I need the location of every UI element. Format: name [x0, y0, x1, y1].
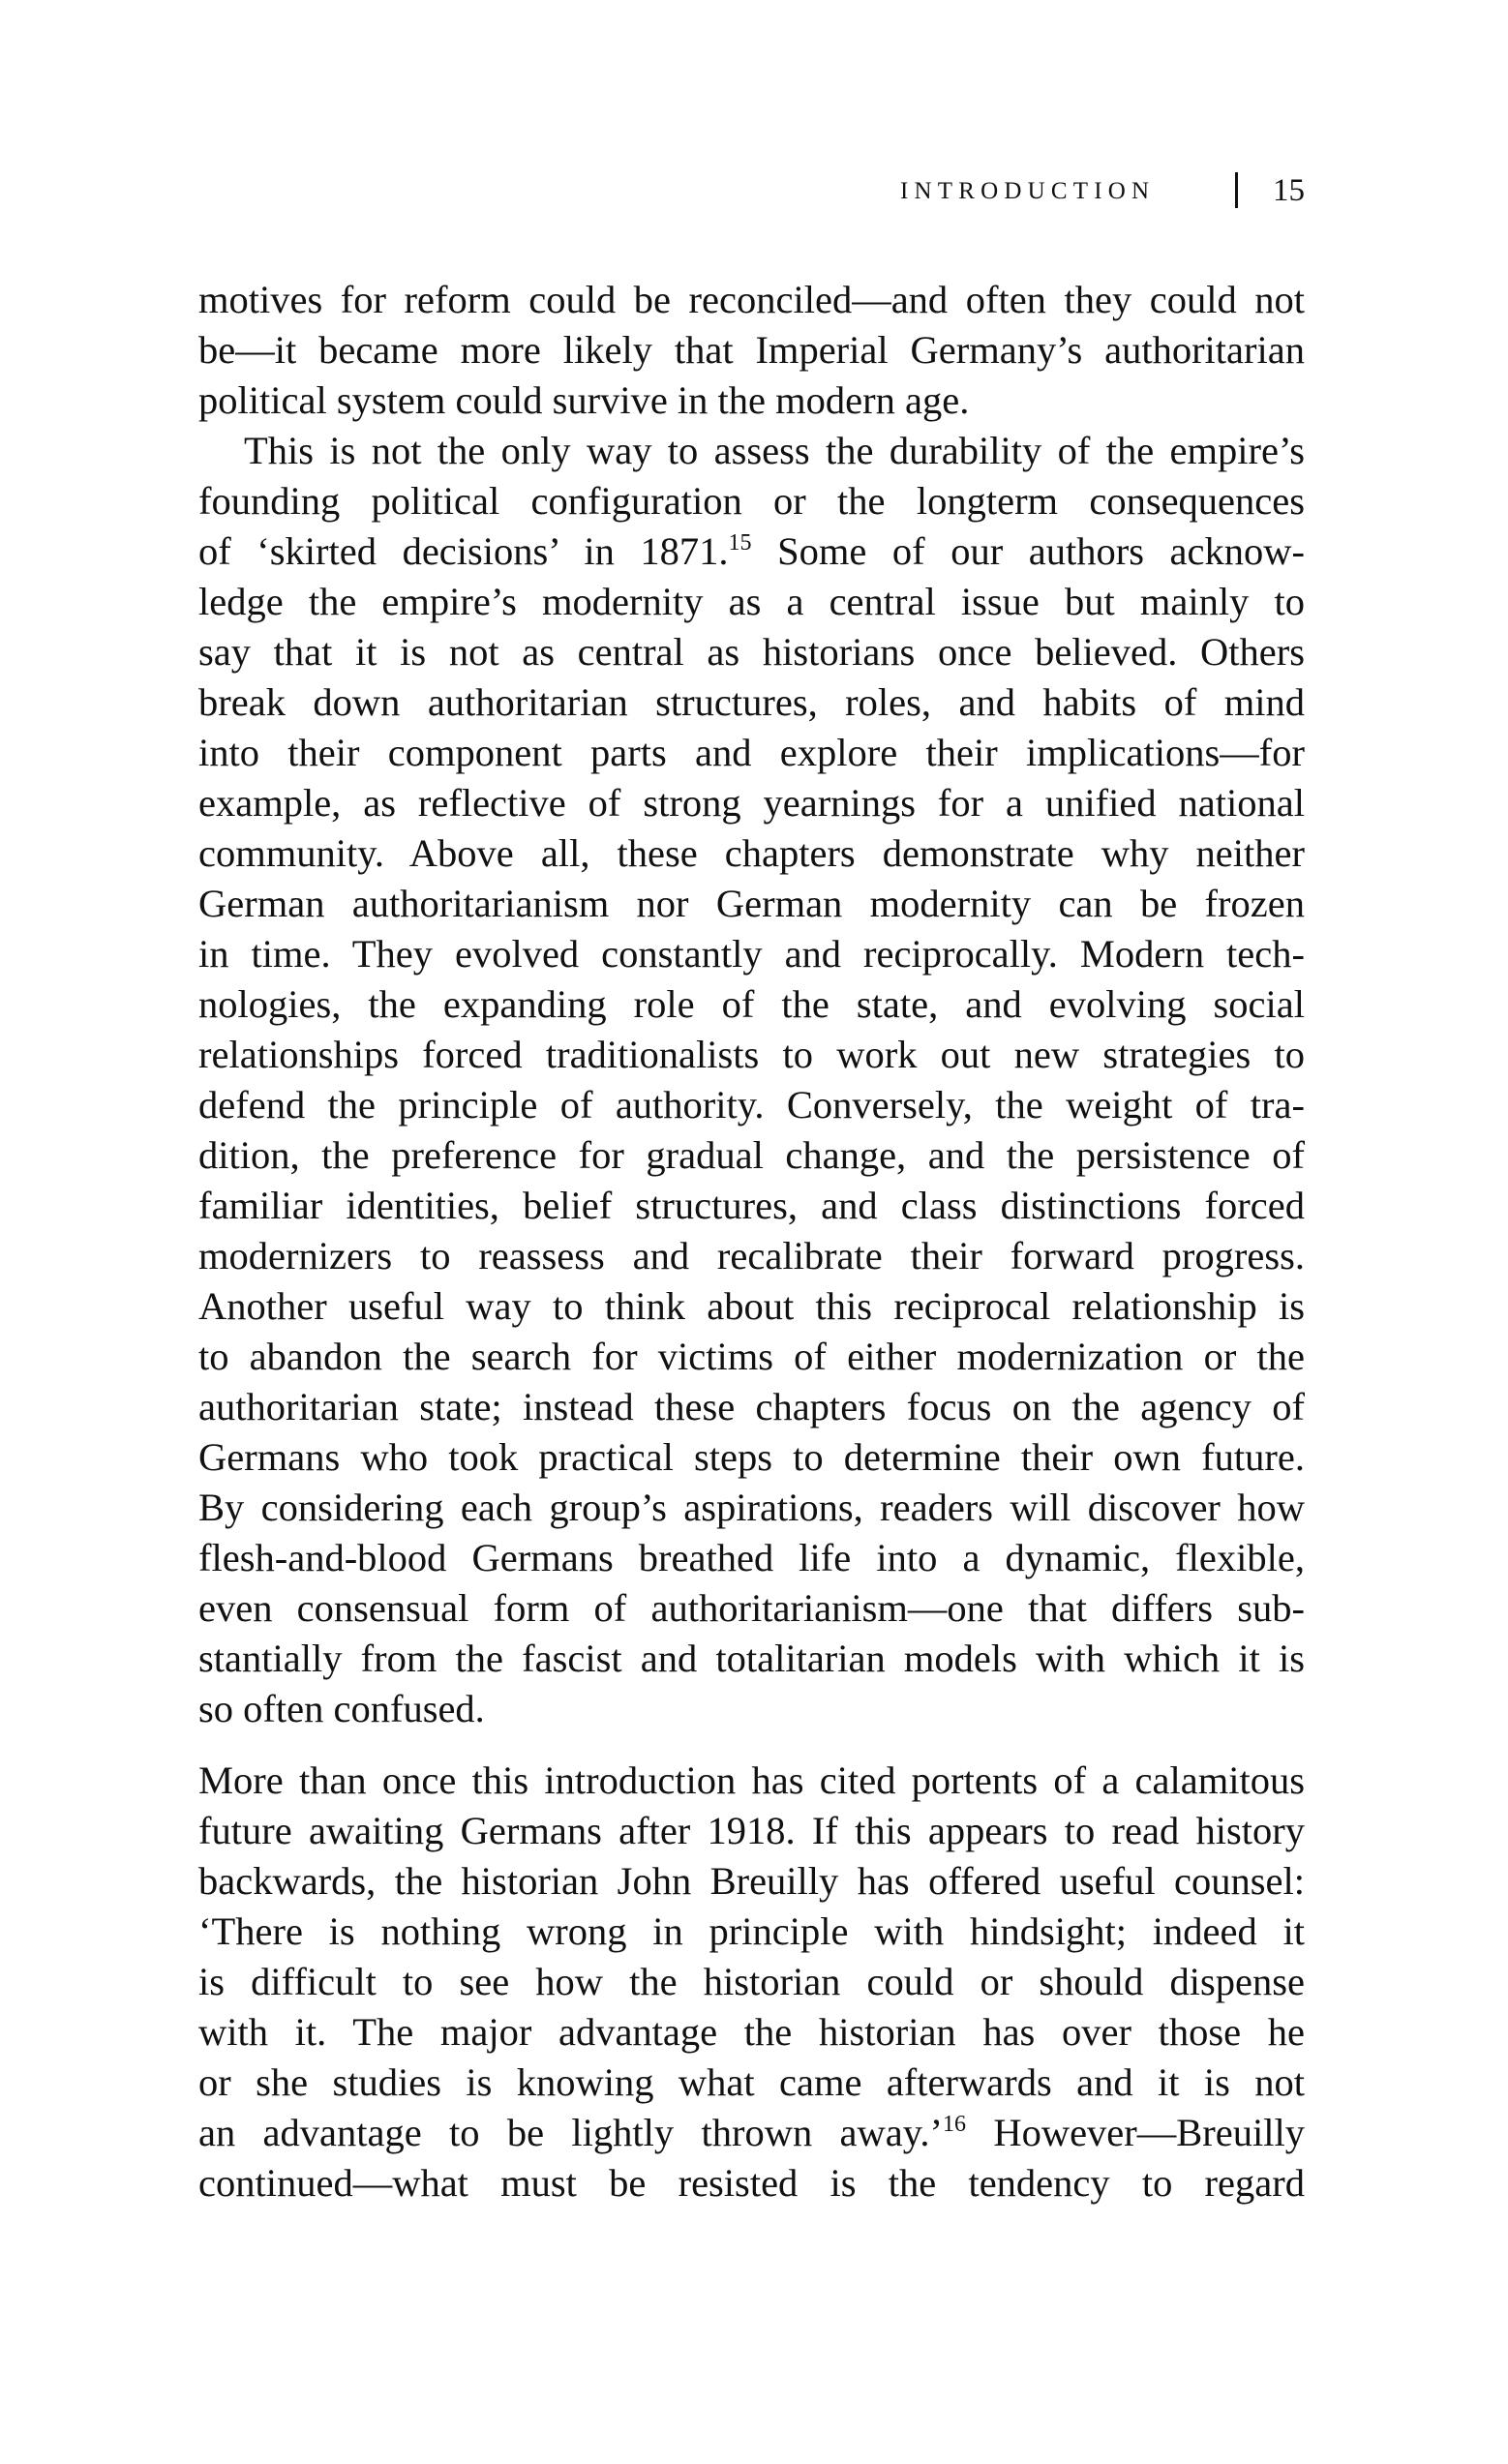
- text-line: [198, 1231, 1305, 1281]
- running-head: [871, 170, 1305, 209]
- line-text: stantially from the fascist and totalitarian models with which it is: [198, 1637, 1305, 1680]
- line-text: flesh-and-blood Germans breathed life into a dynamic, flexible,: [198, 1536, 1305, 1579]
- text-line: [198, 376, 1305, 426]
- line-text: By considering each group’s aspirations, readers will discover how: [198, 1486, 1305, 1529]
- line-text: with it. The major advantage the historian has over those he: [198, 2010, 1305, 2054]
- line-text: modernizers to reassess and recalibrate their forward progress.: [198, 1234, 1305, 1277]
- line-text: authoritarian state; instead these chapters focus on the agency of: [198, 1385, 1305, 1428]
- page-number: 15: [1273, 173, 1305, 208]
- text-line: [198, 577, 1305, 627]
- text-line: [198, 929, 1305, 979]
- line-text: community. Above all, these chapters demonstrate why neither: [198, 831, 1305, 875]
- text-line: [198, 2158, 1305, 2209]
- text-line: [198, 476, 1305, 526]
- line-text: Another useful way to think about this reciprocal relationship is: [198, 1284, 1305, 1328]
- line-text: break down authoritarian structures, roles, and habits of mind: [198, 680, 1305, 724]
- line-text: an advantage to be lightly thrown away.’: [198, 2111, 943, 2154]
- line-text: defend the principle of authority. Conversely, the weight of tra-: [198, 1083, 1305, 1127]
- text-line: [198, 1907, 1305, 1957]
- line-text: continued—what must be resisted is the tendency to regard: [198, 2161, 1305, 2205]
- text-line: [198, 2108, 1305, 2158]
- text-line: [198, 1483, 1305, 1533]
- text-line: [198, 979, 1305, 1030]
- line-text: ‘There is nothing wrong in principle with hindsight; indeed it: [198, 1909, 1305, 1953]
- line-text: be—it became more likely that Imperial Germany’s authoritarian: [198, 328, 1305, 372]
- text-line: [198, 1756, 1305, 1806]
- text-line: [198, 879, 1305, 929]
- text-line: [198, 778, 1305, 828]
- line-text: This is not the only way to assess the durability of the empire’s: [244, 429, 1305, 472]
- line-text: More than once this introduction has cited portents of a calamitous: [198, 1758, 1305, 1802]
- line-text: German authoritarianism nor German modernity can be frozen: [198, 882, 1305, 925]
- text-line: [198, 1583, 1305, 1634]
- line-text: However—Breuilly: [966, 2111, 1305, 2154]
- text-line: [198, 627, 1305, 677]
- text-line: [198, 325, 1305, 376]
- line-text: in time. They evolved constantly and reciprocally. Modern tech-: [198, 932, 1305, 976]
- text-line: [198, 1382, 1305, 1432]
- line-text: nologies, the expanding role of the state, and evolving social: [198, 982, 1305, 1026]
- text-line: [198, 1533, 1305, 1583]
- text-line: [198, 1634, 1305, 1684]
- running-head-separator: [1235, 172, 1238, 208]
- line-text: Germans who took practical steps to determine their own future.: [198, 1435, 1305, 1479]
- line-text: is difficult to see how the historian could or should dispense: [198, 1960, 1305, 2003]
- line-text: relationships forced traditionalists to work out new strategies to: [198, 1033, 1305, 1076]
- line-text: even consensual form of authoritarianism—one that differs sub-: [198, 1586, 1305, 1630]
- text-line: [198, 1281, 1305, 1332]
- line-text: backwards, the historian John Breuilly has offered useful counsel:: [198, 1859, 1305, 1903]
- line-text: ledge the empire’s modernity as a central issue but mainly to: [198, 580, 1305, 623]
- line-text: future awaiting Germans after 1918. If this appears to read history: [198, 1809, 1305, 1852]
- text-line: [198, 526, 1305, 577]
- text-line: [198, 1080, 1305, 1130]
- text-line: [198, 2007, 1305, 2058]
- line-text: political system could survive in the modern age.: [198, 378, 970, 422]
- text-line: [198, 1432, 1305, 1483]
- line-text: so often confused.: [198, 1687, 485, 1730]
- section-title: INTRODUCTION: [900, 178, 1156, 204]
- text-line: [198, 677, 1305, 728]
- text-line: [244, 426, 1305, 476]
- line-text: into their component parts and explore their implications—for: [198, 731, 1305, 774]
- line-text: dition, the preference for gradual change, and the persistence of: [198, 1133, 1305, 1177]
- line-text: to abandon the search for victims of either modernization or the: [198, 1335, 1305, 1378]
- text-line: [198, 728, 1305, 778]
- text-line: [198, 1957, 1305, 2007]
- line-text: familiar identities, belief structures, and class distinctions forced: [198, 1184, 1305, 1227]
- text-line: [198, 828, 1305, 879]
- text-line: [198, 1332, 1305, 1382]
- footnote-reference[interactable]: 15: [728, 530, 752, 556]
- line-text: say that it is not as central as historians once believed. Others: [198, 630, 1305, 674]
- text-line: [198, 1030, 1305, 1080]
- footnote-reference[interactable]: 16: [943, 2112, 966, 2137]
- line-text: motives for reform could be reconciled—and often they could not: [198, 278, 1305, 321]
- line-text: example, as reflective of strong yearnings for a unified national: [198, 781, 1305, 825]
- line-text: or she studies is knowing what came afterwards and it is not: [198, 2060, 1305, 2104]
- text-line: [198, 275, 1305, 325]
- text-line: [198, 2058, 1305, 2108]
- line-text: of ‘skirted decisions’ in 1871.: [198, 529, 729, 573]
- text-line: [198, 1806, 1305, 1856]
- line-text: Some of our authors acknow-: [751, 529, 1305, 573]
- line-text: founding political configuration or the longterm consequences: [198, 479, 1305, 523]
- text-line: [198, 1684, 1305, 1734]
- text-line: [198, 1181, 1305, 1231]
- text-line: [198, 1856, 1305, 1907]
- text-line: [198, 1130, 1305, 1181]
